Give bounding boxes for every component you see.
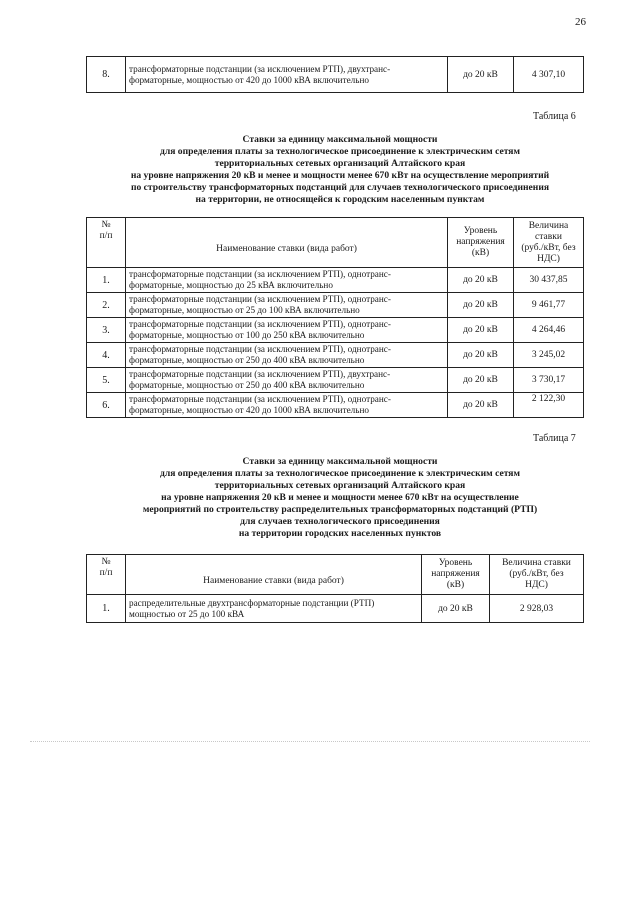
table-row xyxy=(87,393,584,418)
title-line: Ставки за единицу максимальной мощности xyxy=(242,456,438,467)
row-number: 4. xyxy=(87,343,126,368)
table-row xyxy=(87,318,584,343)
title-line: территориальных сетевых организаций Алтайского края xyxy=(214,480,466,491)
rate-name-line: мощностью от 25 до 100 кВА xyxy=(129,608,245,619)
rate-name-line: трансформаторные подстанции (за исключением РТП), двухтранс- xyxy=(129,369,391,379)
rate-value: 9 461,77 xyxy=(514,293,584,318)
voltage-level: до 20 кВ xyxy=(448,57,514,93)
table-row xyxy=(87,343,584,368)
rate-name-line: трансформаторные подстанции (за исключением РТП), однотранс- xyxy=(129,394,391,404)
title-line: для случаев технологического присоединения xyxy=(240,516,440,527)
header-name: Наименование ставки (вида работ) xyxy=(126,218,448,268)
header-rate xyxy=(490,555,584,595)
voltage-level: до 20 кВ xyxy=(448,268,514,293)
rate-name-line: форматорные, мощностью до 25 кВА включительно xyxy=(129,280,333,290)
table-7 xyxy=(86,554,584,623)
scan-artifact-line xyxy=(30,741,590,742)
title-line: мероприятий по строительству распределительных трансформаторных подстанций (РТП) xyxy=(142,504,538,515)
header-name: Наименование ставки (вида работ) xyxy=(126,555,422,595)
header-line: Величина ставки xyxy=(502,558,571,568)
header-line: № xyxy=(101,557,111,567)
row-number: 1. xyxy=(87,268,126,293)
rate-name xyxy=(126,393,448,418)
row-number: 1. xyxy=(87,595,126,623)
rate-name xyxy=(126,57,448,93)
rate-name xyxy=(126,368,448,393)
header-voltage xyxy=(448,218,514,268)
header-row xyxy=(87,218,584,268)
rate-name xyxy=(126,343,448,368)
header-number xyxy=(87,218,126,268)
title-line: на территории городских населенных пунктов xyxy=(238,528,442,539)
voltage-level: до 20 кВ xyxy=(448,343,514,368)
rate-name-line: форматорные, мощностью от 420 до 1000 кВА включительно xyxy=(129,405,369,415)
rate-name xyxy=(126,268,448,293)
header-line: п/п xyxy=(99,231,113,241)
continuation-table xyxy=(86,56,584,93)
title-line: на уровне напряжения 20 кВ и менее и мощности менее 670 кВт на осуществление xyxy=(161,492,519,503)
header-line: (кВ) xyxy=(471,248,490,258)
rate-name-line: форматорные, мощностью от 25 до 100 кВА включительно xyxy=(129,305,360,315)
table-row xyxy=(87,57,584,93)
header-line: Уровень xyxy=(463,226,498,236)
header-line: напряжения xyxy=(456,237,505,247)
title-line: по строительству трансформаторных подстанций для случаев технологического присоединения xyxy=(130,182,550,193)
page-number: 26 xyxy=(575,16,586,28)
rate-name-line: форматорные, мощностью от 420 до 1000 кВА включительно xyxy=(129,74,369,85)
rate-name-line: трансформаторные подстанции (за исключением РТП), двухтранс- xyxy=(129,63,391,74)
table-row xyxy=(87,268,584,293)
rate-name-line: распределительные двухтрансформаторные подстанции (РТП) xyxy=(129,597,375,608)
table-row xyxy=(87,595,584,623)
header-line: (руб./кВт, без xyxy=(509,569,564,579)
header-line: Величина xyxy=(528,220,569,231)
rate-name-line: форматорные, мощностью от 100 до 250 кВА включительно xyxy=(129,330,365,340)
header-line: № xyxy=(101,220,111,230)
header-number xyxy=(87,555,126,595)
row-number: 5. xyxy=(87,368,126,393)
voltage-level: до 20 кВ xyxy=(448,393,514,418)
rate-name xyxy=(126,595,422,623)
header-line: (кВ) xyxy=(446,580,465,590)
title-line: для определения платы за технологическое присоединение к электрическим сетям xyxy=(159,468,521,479)
voltage-level: до 20 кВ xyxy=(422,595,490,623)
table-row xyxy=(87,293,584,318)
table-6-label: Таблица 6 xyxy=(533,111,576,122)
rate-value: 4 264,46 xyxy=(514,318,584,343)
voltage-level: до 20 кВ xyxy=(448,318,514,343)
rate-name xyxy=(126,318,448,343)
header-line: напряжения xyxy=(431,569,480,579)
rate-value: 2 928,03 xyxy=(490,595,584,623)
row-number: 6. xyxy=(87,393,126,418)
table-6 xyxy=(86,217,584,418)
row-number: 8. xyxy=(87,57,126,93)
header-line: НДС) xyxy=(525,580,548,590)
title-line: территориальных сетевых организаций Алтайского края xyxy=(214,158,466,169)
rate-name-line: трансформаторные подстанции (за исключением РТП), однотранс- xyxy=(129,344,391,354)
header-row xyxy=(87,555,584,595)
table-7-label: Таблица 7 xyxy=(533,433,576,444)
rate-name xyxy=(126,293,448,318)
title-line: на уровне напряжения 20 кВ и менее и мощности менее 670 кВт на осуществление мероприятий xyxy=(130,170,550,181)
row-number: 3. xyxy=(87,318,126,343)
title-line: на территории, не относящейся к городским населенным пунктам xyxy=(195,194,485,205)
header-line: НДС) xyxy=(537,253,560,264)
header-line: п/п xyxy=(99,568,113,578)
header-rate xyxy=(514,218,584,268)
rate-value: 3 730,17 xyxy=(514,368,584,393)
title-line: Ставки за единицу максимальной мощности xyxy=(242,134,438,145)
table-6-title xyxy=(60,134,620,206)
rate-value: 30 437,85 xyxy=(514,268,584,293)
header-line: Уровень xyxy=(438,558,473,568)
header-line: (руб./кВт, без xyxy=(521,242,576,253)
table-7-title xyxy=(60,456,620,540)
rate-name-line: форматорные, мощностью от 250 до 400 кВА включительно xyxy=(129,355,365,365)
rate-value: 3 245,02 xyxy=(514,343,584,368)
header-voltage xyxy=(422,555,490,595)
voltage-level: до 20 кВ xyxy=(448,368,514,393)
row-number: 2. xyxy=(87,293,126,318)
title-line: для определения платы за технологическое присоединение к электрическим сетям xyxy=(159,146,521,157)
rate-name-line: форматорные, мощностью от 250 до 400 кВА включительно xyxy=(129,380,365,390)
table-row xyxy=(87,368,584,393)
rate-value: 2 122,30 xyxy=(514,393,584,418)
rate-name-line: трансформаторные подстанции (за исключением РТП), однотранс- xyxy=(129,294,391,304)
voltage-level: до 20 кВ xyxy=(448,293,514,318)
rate-value: 4 307,10 xyxy=(514,57,584,93)
rate-name-line: трансформаторные подстанции (за исключением РТП), однотранс- xyxy=(129,319,391,329)
rate-name-line: трансформаторные подстанции (за исключением РТП), однотранс- xyxy=(129,269,391,279)
header-line: ставки xyxy=(535,231,562,242)
